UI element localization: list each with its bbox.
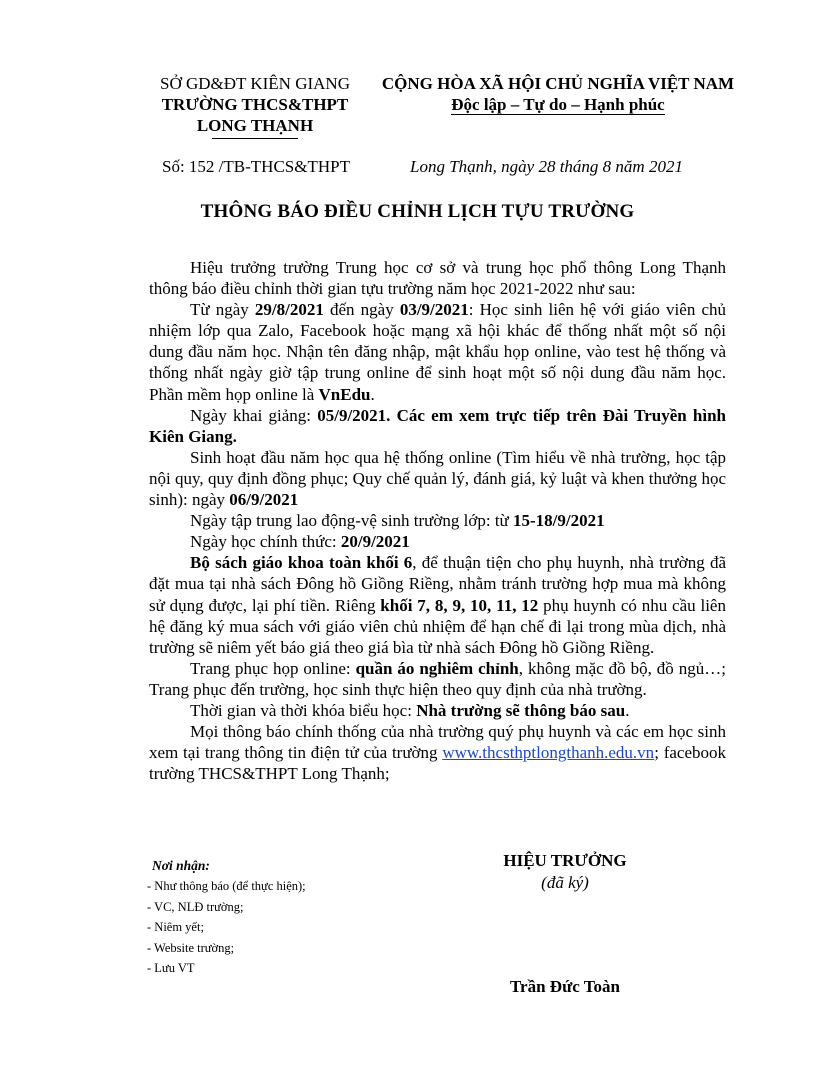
paragraph-preparation: Từ ngày 29/8/2021 đến ngày 03/9/2021: Học sinh liên hệ với giáo viên chủ nhiệm lớp qua Zalo, Facebook hoặc mạng xã hội khác để thống nhất một số nội dung đầu năm học. Nhận tên đăng nhập, mật khẩu họp online, vào test hệ thống và thống nhất ngày giờ tập trung online để sinh hoạt một số nội dung đầu năm học. Phần mềm họp online là VnEdu. xyxy=(149,300,726,404)
document-number: Số: 152 /TB-THCS&THPT xyxy=(162,157,350,176)
recipient-item: - Lưu VT xyxy=(147,961,195,976)
department-name: SỞ GD&ĐT KIÊN GIANG xyxy=(160,74,350,93)
document-date: Long Thạnh, ngày 28 tháng 8 năm 2021 xyxy=(410,157,683,176)
signature-block xyxy=(470,850,660,996)
school-name-line1: TRƯỜNG THCS&THPT xyxy=(161,95,349,114)
paragraph-dress-code: Trang phục họp online: quần áo nghiêm chỉnh, không mặc đồ bộ, đồ ngủ…; Trang phục đến trường, học sinh thực hiện theo quy định của nhà trường. xyxy=(149,658,726,699)
recipient-item: - Website trường; xyxy=(147,940,235,955)
recipient-item: - Như thông báo (để thực hiện); xyxy=(147,879,306,894)
signer-title: HIỆU TRƯỞNG xyxy=(503,851,627,870)
national-motto: Độc lập – Tự do – Hạnh phúc xyxy=(451,95,665,114)
signed-note: (đã ký) xyxy=(541,873,589,892)
issuer-block xyxy=(130,73,380,139)
issuer-underline xyxy=(212,138,298,139)
signer-name: Trần Đức Toàn xyxy=(509,977,621,996)
paragraph-opening-day: Ngày khai giảng: 05/9/2021. Các em xem trực tiếp trên Đài Truyền hình Kiên Giang. xyxy=(149,405,726,446)
recipient-item: - Niêm yết; xyxy=(147,920,204,935)
school-website-link[interactable]: www.thcsthptlongthanh.edu.vn xyxy=(442,743,655,763)
document-title: THÔNG BÁO ĐIỀU CHỈNH LỊCH TỰU TRƯỜNG xyxy=(200,201,635,222)
paragraph-official-channels: Mọi thông báo chính thống của nhà trường quý phụ huynh và các em học sinh xem tại trang thông tin điện tử của trường www.thcsthptlongthanh.edu.vn; facebook trường THCS&THPT Long Thạnh; xyxy=(149,722,726,784)
recipient-item: - VC, NLĐ trường; xyxy=(147,899,244,914)
national-header xyxy=(378,73,738,115)
recipients-block xyxy=(147,856,306,978)
document-body xyxy=(149,257,726,784)
paragraph-official-start: Ngày học chính thức: 20/9/2021 xyxy=(190,532,410,552)
nation-name: CỘNG HÒA XÃ HỘI CHỦ NGHĨA VIỆT NAM xyxy=(381,74,735,93)
paragraph-timetable: Thời gian và thời khóa biểu học: Nhà trường sẽ thông báo sau. xyxy=(190,700,630,720)
recipients-title: Nơi nhận: xyxy=(152,858,210,873)
paragraph-cleanup: Ngày tập trung lao động-vệ sinh trường lớp: từ 15-18/9/2021 xyxy=(190,511,605,531)
paragraph-intro: Hiệu trưởng trường Trung học cơ sở và trung học phổ thông Long Thạnh thông báo điều chỉnh thời gian tựu trường năm học 2021-2022 như sau: xyxy=(149,258,726,299)
school-name-line2: LONG THẠNH xyxy=(196,116,314,135)
paragraph-orientation: Sinh hoạt đầu năm học qua hệ thống online (Tìm hiểu về nhà trường, học tập nội quy, quy định đồng phục; Quy chế quản lý, đánh giá, kỷ luật và khen thưởng học sinh): ngày 06/9/2021 xyxy=(149,447,726,510)
paragraph-textbooks: Bộ sách giáo khoa toàn khối 6, để thuận tiện cho phụ huynh, nhà trường đã đặt mua tại nhà sách Đông hồ Giồng Riềng, nhằm tránh trường hợp mua mà không sử dụng được, lại phí tiền. Riêng khối 7, 8, 9, 10, 11, 12 phụ huynh có nhu cầu liên hệ đăng ký mua sách với giáo viên chủ nhiệm để hạn chế đi lại trong mùa dịch, nhà trường sẽ niêm yết báo giá theo giá bìa từ nhà sách Đông hồ Giồng Riềng. xyxy=(149,553,727,657)
